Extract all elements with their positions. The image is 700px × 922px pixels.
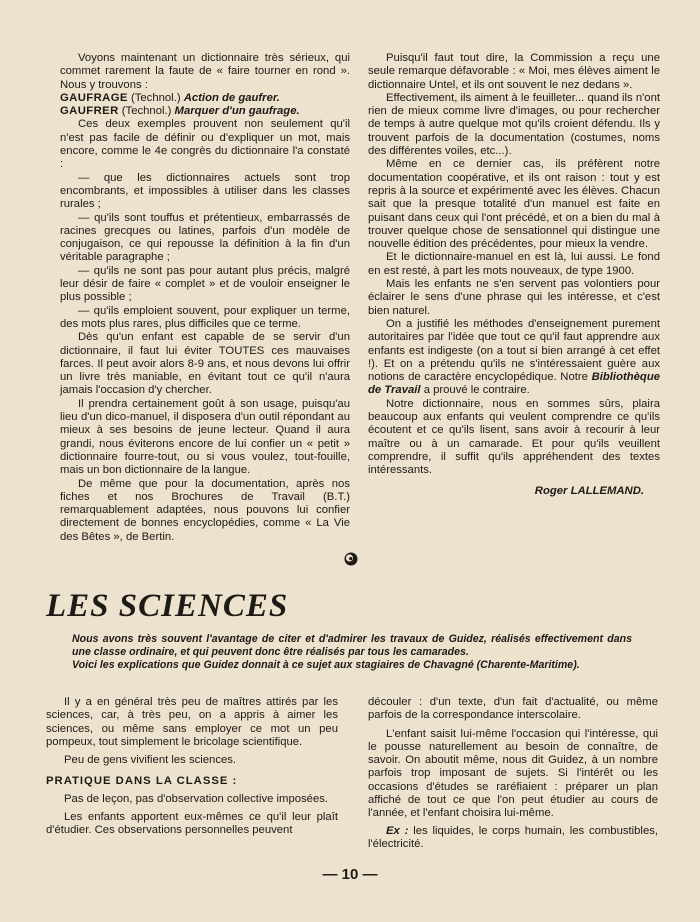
bibliotheque-title: Bibliothèque de Travail [368,371,660,397]
paragraph: Même en ce dernier cas, ils préfèrent notre documentation coopérative, et ils ont raison : tout y est repris à la source et expérimenté avec les élèves. Chacun sait que la presque totalité d'un manuel est faite en puisant dans ceux qui l'ont précédé, et on a bien du mal à trouver quelque chose de sensationnel qui distingue une nouvelle édition des précédentes, pour mieux la vendre. [368,158,660,251]
paragraph [368,825,658,852]
definition-term: GAUFRER [60,105,119,118]
paragraph [368,318,660,398]
paragraph: Pas de leçon, pas d'observation collective imposées. [64,792,329,805]
subheading: PRATIQUE DANS LA CLASSE : [46,775,238,788]
definition-term: GAUFRAGE [60,91,128,104]
paragraph: Les enfants apportent eux-mêmes ce qu'il leur plaît d'étudier. Ces observations personnelles peuvent [46,811,338,837]
bottom-right-column [368,696,658,851]
paragraph: Voyons maintenant un dictionnaire très sérieux, qui commet rarement la faute de « faire tourner en rond ». Nous y trouvons : [60,52,350,91]
author-signature: Roger LALLEMAND. [534,484,644,497]
paragraph-text: On a justifié les méthodes d'enseignement purement autoritaires par l'idée que tout ce qu'il faut apprendre aux enfants est indigeste (on a tout si bien arrangé à cet effet !). Et on a prétendu qu'ils ne s'intéressaient guère aux notions de caractère encyclopédique. Notre [368,317,660,384]
definition-text: Action de gaufrer. [183,91,280,104]
section-title: LES SCIENCES [46,588,289,624]
paragraph: De même que pour la documentation, après nos fiches et nos Brochures de Travail (B.T.) remarquablement adaptées, nous pouvons lui confier directement de bonnes encyclopédies, comme « La Vie des Bêtes », de Bertin. [60,477,350,543]
paragraph: Ces deux exemples prouvent non seulement qu'il n'est pas facile de définir ou d'expliquer un mot, mais encore, comme le 4e congrès du dictionnaire l'a constaté : [60,118,350,171]
list-item: — qu'ils emploient souvent, pour expliquer un terme, des mots plus rares, plus difficiles que ce terme. [60,304,350,330]
paragraph: découler : d'un texte, d'un fait d'actualité, ou même parfois de la correspondance interscolaire. [368,696,658,722]
definition-tag: (Technol.) [130,91,181,104]
example-label: Ex : [386,824,409,837]
paragraph: Il prendra certainement goût à son usage, puisqu'au lieu d'un dico-manuel, il disposera d'un outil répondant au mieux à ses besoins de jeune lecteur. Quand il aura grandi, nous éviterons encore de lui confier un « petit » dictionnaire fourre-tout, ou si vous voulez, tout-fouille, mais un bon dictionnaire de la langue. [60,397,350,477]
paragraph: Notre dictionnaire, nous en sommes sûrs, plaira beaucoup aux enfants qui veulent comprendre ce qu'ils écoutent et ce qu'ils lisent, sans avoir à recourir à leur maître ou à un camarade. Et pour qu'ils veuillent comprendre, il suffit qu'ils appréhendent des textes intéressants. [368,397,660,477]
paragraph: Peu de gens vivifient les sciences. [64,754,237,767]
paragraph: Mais les enfants ne s'en servent pas volontiers pour éclairer le sens d'une phrase qui les intéresse, et c'est bien naturel. [368,278,660,317]
list-item: — qu'ils sont touffus et prétentieux, embarrassés de racines grecques ou latines, parfois d'un modèle de conjugaison, ce qui repousse la définition à la fin d'un véritable paragraphe ; [60,211,350,264]
paragraph: L'enfant saisit lui-même l'occasion qui l'intéresse, qui le pousse naturellement au besoin de connaître, de savoir. On aboutit même, nous dit Guidez, à un nombre parfois trop imposant de sujets. Si l'intérêt ou les occasions d'études se raréfiaient : préparer un plan affiché de tout ce que l'on peut étudier au cours de l'année, et l'enfant choisira lui-même. [368,727,658,820]
top-right-column [368,52,660,498]
definition-tag: (Technol.) [121,105,172,118]
paragraph: Il y a en général très peu de maîtres attirés par les sciences, car, à très peu, on a appris à aimer les sciences, ou même sans employer ce mot un peu pompeux, tout simplement le bricolage scientifique. [46,696,338,748]
section-intro [72,633,632,673]
paragraph: Puisqu'il faut tout dire, la Commission a reçu une seule remarque défavorable : « Moi, mes élèves aiment le dictionnaire Untel, et ils ont souvent le nez dedans ». [368,52,660,91]
intro-paragraph: Voici les explications que Guidez donnait à ce sujet aux stagiaires de Chavagné (Charente-Maritime). [72,659,580,672]
paragraph: Dès qu'un enfant est capable de se servir d'un dictionnaire, il faut lui éviter TOUTES ces mauvaises farces. Il peut avoir alors 8-9 ans, et nous devons lui offrir un livre très maniable, en évitant tout ce qu'il n'aura jamais l'occasion d'y chercher. [60,331,350,397]
top-left-column [60,52,350,544]
definition-text: Marquer d'un gaufrage. [174,105,300,118]
list-item: — qu'ils ne sont pas pour autant plus précis, malgré leur désir de faire « complet » et de vouloir enseigner le plus possible ; [60,264,350,304]
bottom-left-column [46,696,338,838]
page-number: — 10 — [322,866,378,883]
list-item: — que les dictionnaires actuels sont trop encombrants, et impossibles à utiliser dans les classes rurales ; [60,171,350,211]
paragraph: Effectivement, ils aiment à le feuilleter... quand ils n'ont rien de mieux comme livre d'images, ou pour rechercher de temps à autre quelque mot qu'ils croient défendu. Ils y trouvent parfois de la documentation (costumes, noms des différentes voiles, etc...). [368,91,660,158]
ornament-icon [343,551,359,567]
definition-gaufrage [60,92,350,105]
paragraph: Et le dictionnaire-manuel en est là, lui aussi. Le fond en est resté, à part les mots nouveaux, de type 1900. [368,251,660,277]
definition-gaufrer [60,105,350,118]
paragraph-text: les liquides, le corps humain, les combustibles, l'électricité. [368,824,659,850]
paragraph-text: a prouvé le contraire. [423,384,530,397]
intro-paragraph: Nous avons très souvent l'avantage de citer et d'admirer les travaux de Guidez, réalisés effectivement dans une classe ordinaire, et qui peuvent donc être réalisés par tous les camarades. [72,633,632,659]
